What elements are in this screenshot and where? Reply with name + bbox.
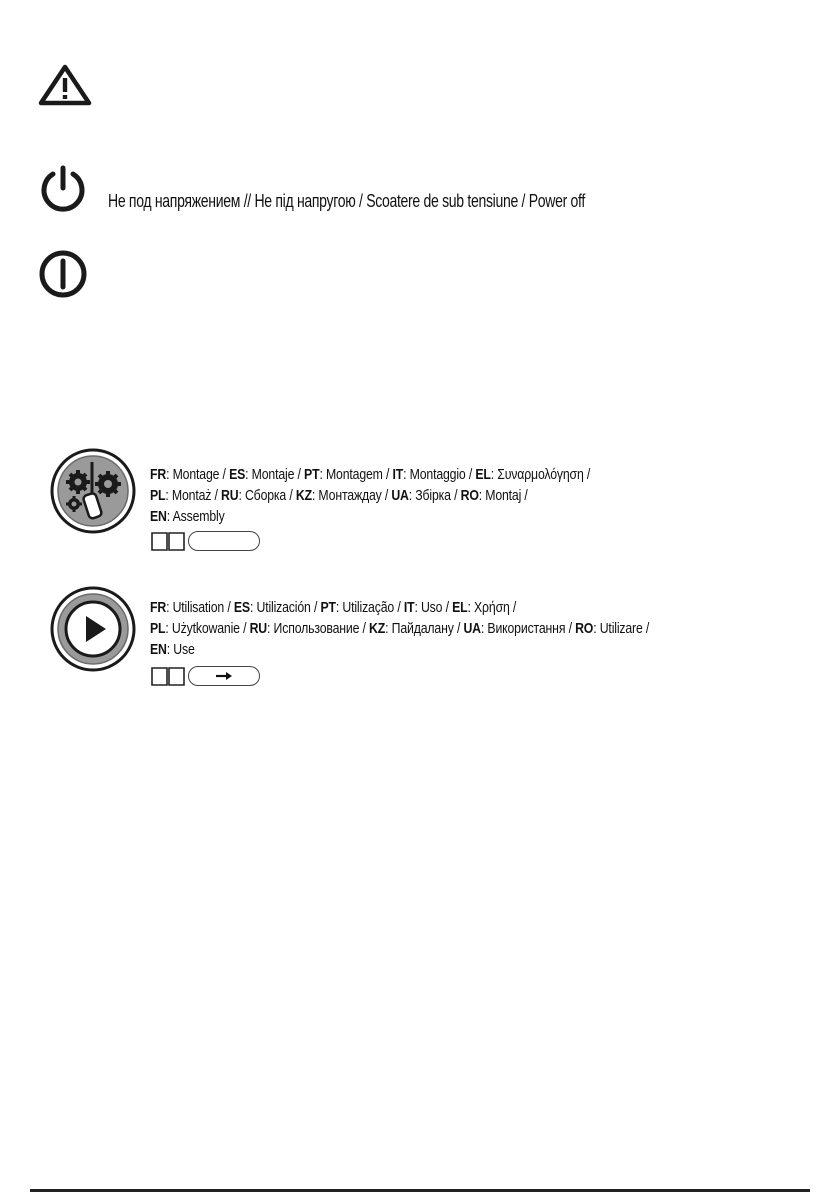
power-on-icon xyxy=(38,249,88,299)
page-ref-pill xyxy=(188,531,260,551)
assembly-line-3: EN: Assembly xyxy=(150,508,225,525)
use-manual-ref xyxy=(150,665,265,687)
play-icon xyxy=(50,586,136,672)
power-off-label xyxy=(108,191,585,212)
use-line-1: FR: Utilisation / ES: Utilización / PT: Utilização / IT: Uso / EL: Χρήση / xyxy=(150,599,517,616)
power-off-label-left: Не под напряжением / xyxy=(108,191,248,211)
assembly-manual-ref xyxy=(150,530,265,552)
arrow-right-icon xyxy=(215,671,233,681)
warning-triangle-icon xyxy=(38,64,92,106)
assembly-text xyxy=(150,464,590,527)
book-icon xyxy=(150,665,186,687)
power-off-label-right: / Не під напругою / Scoatere de sub tensiune / Power off xyxy=(247,191,585,211)
page-ref-pill xyxy=(188,666,260,686)
assembly-line-2: PL: Montaż / RU: Сборка / KZ: Монтаждау / UA: Збірка / RO: Montaj / xyxy=(150,487,528,504)
assembly-line-1: FR: Montage / ES: Montaje / PT: Montagem / IT: Montaggio / EL: Συναρμολόγηση / xyxy=(150,466,591,483)
use-line-3: EN: Use xyxy=(150,641,195,658)
use-text xyxy=(150,597,649,660)
use-line-2: PL: Użytkowanie / RU: Использование / KZ: Пайдалану / UA: Використання / RO: Utilizare / xyxy=(150,620,650,637)
book-icon xyxy=(150,530,186,552)
power-off-icon xyxy=(38,164,88,214)
assembly-tools-icon xyxy=(50,448,136,534)
